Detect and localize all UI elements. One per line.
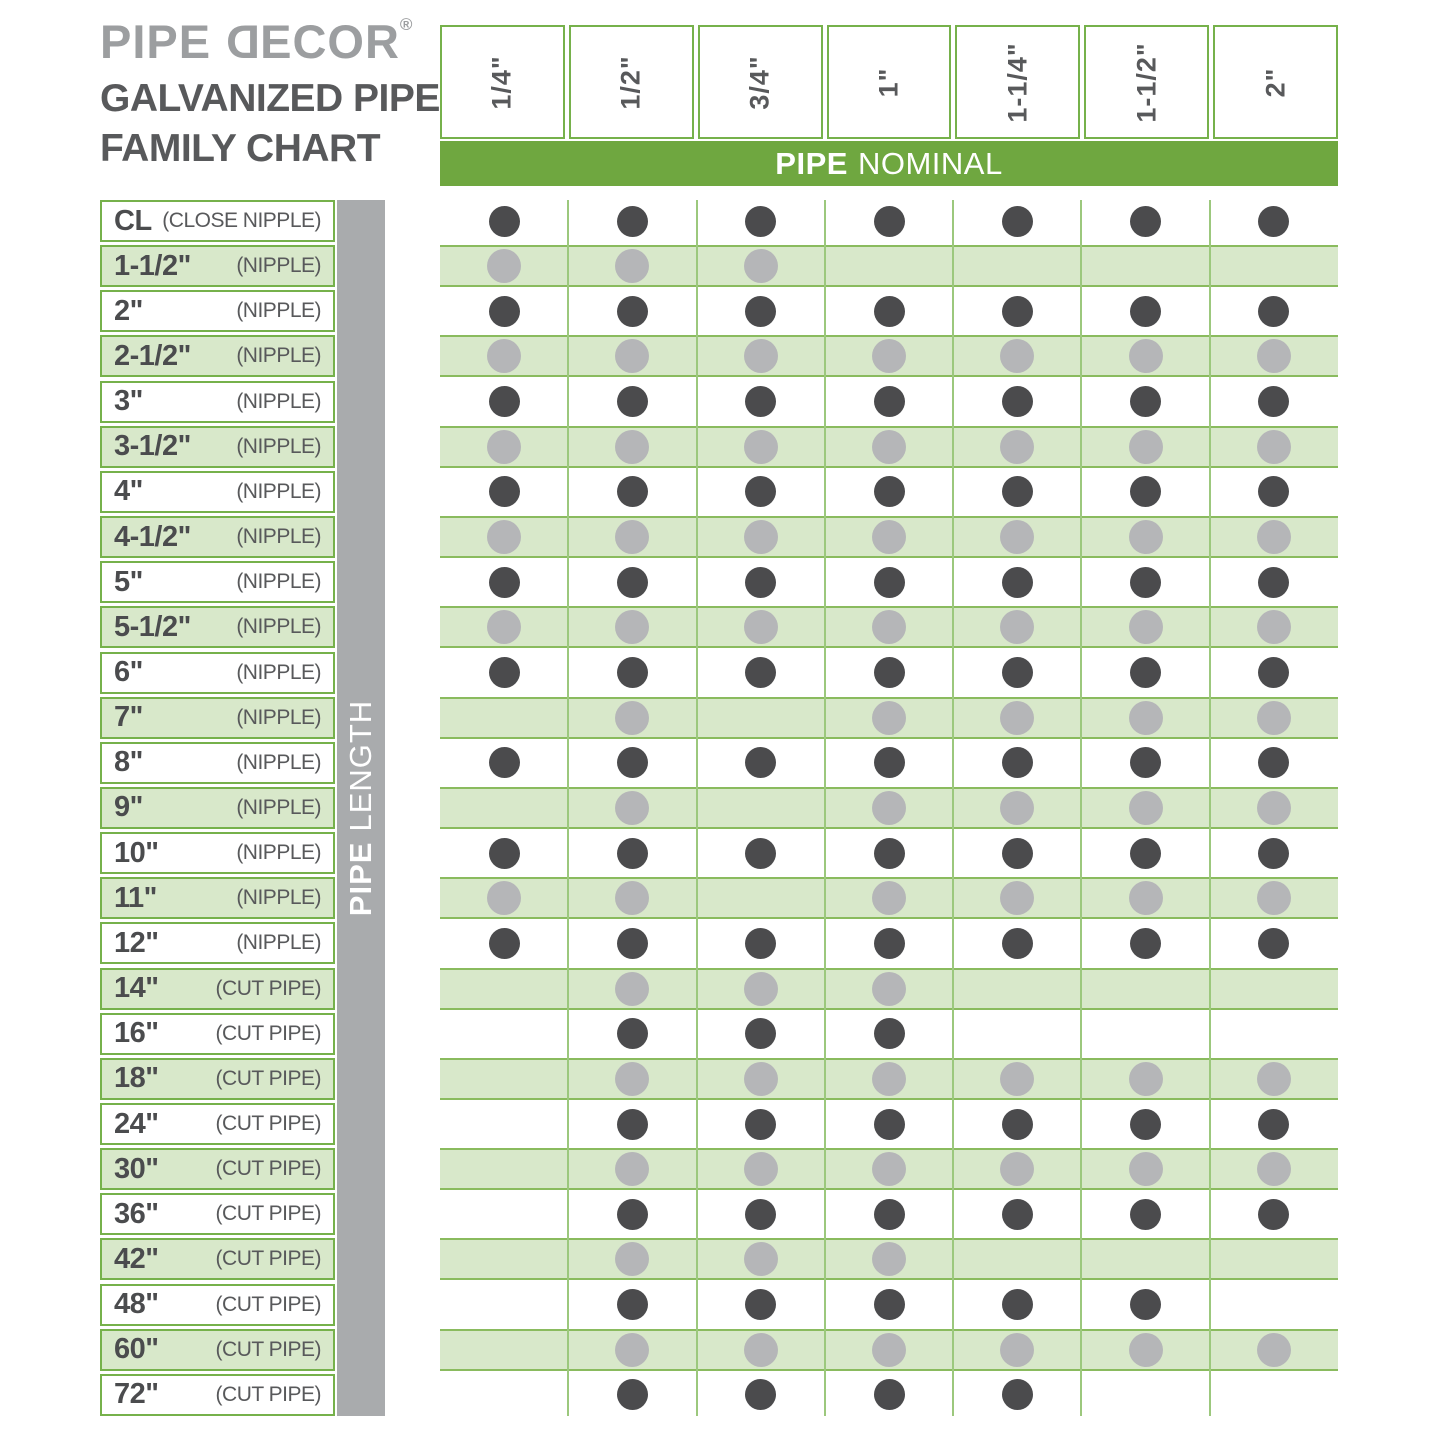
availability-dot (1002, 838, 1033, 869)
availability-dot (489, 296, 520, 327)
availability-dot (874, 838, 905, 869)
availability-dot (872, 881, 906, 915)
row-type-label: (NIPPLE) (236, 841, 321, 865)
row-type-label: (NIPPLE) (236, 931, 321, 955)
row-label (100, 1058, 335, 1100)
row-label (100, 877, 335, 919)
row-type-label: (CUT PIPE) (215, 1112, 321, 1135)
row-label (100, 968, 335, 1010)
row-label (100, 1238, 335, 1280)
row-size-label: 30" (114, 1152, 159, 1185)
availability-dot (874, 206, 905, 237)
availability-dot (1130, 206, 1161, 237)
availability-dot (1002, 1289, 1033, 1320)
row-type-label: (CUT PIPE) (215, 1066, 321, 1090)
availability-dot (745, 838, 776, 869)
availability-dot (874, 747, 905, 778)
row-type-label: (NIPPLE) (236, 886, 321, 910)
column-header (698, 25, 823, 139)
row-highlight-band (440, 245, 1338, 287)
row-type-label: (NIPPLE) (236, 660, 321, 684)
availability-dot (1258, 838, 1289, 869)
row-size-label: 14" (114, 972, 159, 1005)
row-type-label: (NIPPLE) (236, 389, 321, 413)
availability-dot (489, 476, 520, 507)
row-size-label: 6" (114, 656, 143, 688)
row-label (100, 1329, 335, 1371)
availability-dot (745, 476, 776, 507)
chart-title (100, 74, 440, 174)
availability-dot (872, 1062, 906, 1096)
brand-letter-d: D (225, 15, 261, 68)
row-type-label: (CUT PIPE) (215, 1247, 321, 1271)
row-size-label: 10" (114, 836, 159, 869)
row-label (100, 1103, 335, 1145)
registered-trademark-icon: ® (399, 15, 414, 34)
column-headers-row (440, 25, 1338, 139)
availability-dot (874, 1109, 905, 1140)
availability-dot (1130, 657, 1161, 688)
row-size-label: 2" (114, 294, 143, 327)
availability-dot (874, 476, 905, 507)
availability-dot (489, 567, 520, 598)
availability-dot (1002, 476, 1033, 507)
availability-dot (745, 1109, 776, 1140)
availability-dot (1258, 296, 1289, 327)
column-header-label: 1" (873, 67, 904, 97)
row-label (100, 426, 335, 468)
column-header (1084, 25, 1209, 139)
availability-dot (745, 1018, 776, 1049)
row-size-label: 3" (114, 385, 143, 418)
row-size-label: 5-1/2" (114, 610, 191, 643)
availability-dot (1257, 520, 1291, 554)
availability-dot (1258, 747, 1289, 778)
row-type-label: (NIPPLE) (236, 525, 321, 549)
row-label (100, 1013, 335, 1055)
pipe-length-axis-bar (337, 200, 385, 1416)
row-type-label: (NIPPLE) (236, 299, 321, 323)
row-label (100, 561, 335, 603)
availability-dot (617, 1109, 648, 1140)
availability-dot (1130, 1109, 1161, 1140)
chart-title-line2: FAMILY CHART (100, 126, 381, 170)
column-header (827, 25, 952, 139)
row-size-label: 7" (114, 701, 143, 734)
availability-dot (1258, 206, 1289, 237)
row-size-label: 48" (114, 1288, 159, 1321)
row-size-label: 4-1/2" (114, 520, 191, 553)
chart-title-line1: GALVANIZED PIPE (100, 77, 440, 120)
row-size-label: 36" (114, 1197, 159, 1230)
availability-dot (1000, 791, 1034, 825)
row-label (100, 1284, 335, 1326)
availability-dot (489, 838, 520, 869)
availability-dot (615, 701, 649, 735)
availability-dot (872, 1333, 906, 1367)
availability-dot (744, 610, 778, 644)
availability-dot (1258, 1109, 1289, 1140)
row-type-label: (NIPPLE) (236, 254, 321, 278)
row-label (100, 1193, 335, 1235)
column-divider (696, 200, 698, 1416)
availability-dot (1257, 1062, 1291, 1096)
availability-dot (617, 296, 648, 327)
row-size-label: CL (114, 204, 152, 237)
column-header-label: 1/2" (615, 54, 646, 110)
availability-dot (1257, 430, 1291, 464)
row-label (100, 1148, 335, 1190)
row-label (100, 606, 335, 648)
row-label (100, 832, 335, 874)
row-size-label: 16" (114, 1017, 159, 1050)
column-divider (567, 200, 569, 1416)
availability-dot (1129, 791, 1163, 825)
row-label (100, 471, 335, 513)
availability-dot (744, 520, 778, 554)
availability-dot (1002, 747, 1033, 778)
row-type-label: (CUT PIPE) (215, 1157, 321, 1181)
row-label (100, 922, 335, 964)
availability-dot (745, 296, 776, 327)
row-type-label: (NIPPLE) (236, 615, 321, 639)
availability-dot (744, 430, 778, 464)
availability-dot (615, 972, 649, 1006)
availability-dot (1129, 339, 1163, 373)
availability-dot (745, 1199, 776, 1230)
availability-dot (872, 791, 906, 825)
column-header (440, 25, 565, 139)
availability-dot (617, 206, 648, 237)
row-type-label: (CUT PIPE) (215, 1021, 321, 1045)
availability-dot (615, 430, 649, 464)
availability-dot (1129, 1333, 1163, 1367)
availability-dot (1002, 657, 1033, 688)
row-label (100, 381, 335, 423)
availability-dot (489, 747, 520, 778)
availability-dot (1002, 206, 1033, 237)
row-type-label: (NIPPLE) (236, 434, 321, 458)
availability-dot (745, 928, 776, 959)
row-size-label: 60" (114, 1333, 159, 1366)
availability-dot (874, 657, 905, 688)
availability-dot (1258, 567, 1289, 598)
pipe-nominal-label-bold: PIPE (775, 145, 848, 181)
availability-dot (1129, 430, 1163, 464)
availability-dot (617, 928, 648, 959)
availability-dot (744, 972, 778, 1006)
availability-dot (872, 520, 906, 554)
pipe-length-axis-label (343, 700, 379, 916)
row-label (100, 1374, 335, 1416)
availability-dot (1000, 701, 1034, 735)
availability-dot (1130, 838, 1161, 869)
column-header-label: 1-1/2" (1131, 41, 1162, 123)
availability-dot (745, 747, 776, 778)
availability-dot (617, 567, 648, 598)
availability-dot (615, 1333, 649, 1367)
row-type-label: (CUT PIPE) (215, 976, 321, 1000)
availability-dot (1130, 296, 1161, 327)
row-size-label: 72" (114, 1378, 159, 1411)
availability-dot (874, 1289, 905, 1320)
availability-dot (489, 657, 520, 688)
brand-name-suffix: ECOR (260, 15, 400, 68)
availability-dot (1258, 657, 1289, 688)
availability-dot (617, 1199, 648, 1230)
availability-dot (744, 1333, 778, 1367)
row-label (100, 516, 335, 558)
availability-dot (1002, 567, 1033, 598)
availability-dot (1258, 476, 1289, 507)
row-size-label: 5" (114, 565, 143, 598)
row-type-label: (CUT PIPE) (215, 1382, 321, 1406)
availability-dot (1257, 701, 1291, 735)
availability-dot (617, 1289, 648, 1320)
row-label (100, 200, 335, 242)
row-size-label: 24" (114, 1107, 159, 1140)
pipe-length-label-rest: LENGTH (343, 699, 378, 832)
column-header (955, 25, 1080, 139)
row-type-label: (NIPPLE) (236, 570, 321, 594)
row-type-label: (NIPPLE) (236, 795, 321, 819)
availability-dot (744, 1242, 778, 1276)
row-size-label: 9" (114, 791, 143, 824)
pipe-nominal-label-rest: NOMINAL (857, 145, 1003, 181)
column-header (569, 25, 694, 139)
availability-dot (617, 476, 648, 507)
availability-dot (1002, 386, 1033, 417)
row-type-label: (NIPPLE) (236, 705, 321, 729)
row-size-label: 8" (114, 746, 143, 779)
availability-dot (872, 1152, 906, 1186)
availability-dot (744, 339, 778, 373)
column-divider (824, 200, 826, 1416)
availability-dot (745, 206, 776, 237)
row-type-label: (CUT PIPE) (215, 1337, 321, 1361)
row-size-label: 42" (114, 1242, 159, 1275)
availability-dot (617, 657, 648, 688)
brand-name-prefix: PIPE (100, 15, 226, 68)
availability-dot (745, 1289, 776, 1320)
availability-dot (872, 430, 906, 464)
brand-logo (100, 14, 413, 69)
availability-dot (1257, 610, 1291, 644)
availability-dot (1000, 430, 1034, 464)
availability-dot (745, 567, 776, 598)
row-size-label: 4" (114, 475, 143, 508)
availability-dot (874, 1379, 905, 1410)
availability-dot (874, 386, 905, 417)
availability-dot (617, 386, 648, 417)
availability-dot (745, 657, 776, 688)
availability-dot (1130, 476, 1161, 507)
row-label (100, 697, 335, 739)
availability-dot (617, 838, 648, 869)
availability-dot (617, 1018, 648, 1049)
availability-dot (617, 1379, 648, 1410)
availability-dot (1129, 1062, 1163, 1096)
row-type-label: (CUT PIPE) (215, 1292, 321, 1316)
availability-dot (745, 386, 776, 417)
row-type-label: (NIPPLE) (236, 344, 321, 368)
availability-dot (745, 1379, 776, 1410)
availability-dot (744, 1152, 778, 1186)
availability-dot (1257, 1152, 1291, 1186)
availability-dot (1002, 1379, 1033, 1410)
availability-dot (872, 972, 906, 1006)
column-divider (1080, 200, 1082, 1416)
availability-dot (874, 296, 905, 327)
availability-dot (1258, 386, 1289, 417)
availability-dot (1130, 747, 1161, 778)
availability-dot (487, 520, 521, 554)
availability-dot (1257, 791, 1291, 825)
column-header (1213, 25, 1338, 139)
availability-dot (1130, 1199, 1161, 1230)
availability-dot (1129, 701, 1163, 735)
row-size-label: 2-1/2" (114, 339, 191, 372)
availability-dot (874, 928, 905, 959)
row-type-label: (CUT PIPE) (215, 1202, 321, 1226)
availability-dot (1129, 610, 1163, 644)
availability-dot (1130, 567, 1161, 598)
availability-dot (1002, 928, 1033, 959)
availability-dot (489, 206, 520, 237)
availability-dot (1257, 1333, 1291, 1367)
column-divider (1209, 200, 1211, 1416)
availability-dot (1257, 881, 1291, 915)
row-size-label: 11" (114, 881, 157, 914)
row-type-label: (NIPPLE) (236, 479, 321, 503)
availability-dot (1258, 1199, 1289, 1230)
availability-dot (1000, 1062, 1034, 1096)
availability-dot (874, 1199, 905, 1230)
availability-dot (617, 747, 648, 778)
availability-dot (1000, 1333, 1034, 1367)
row-label (100, 652, 335, 694)
availability-dot (1129, 520, 1163, 554)
column-header-label: 1/4" (486, 54, 517, 110)
availability-dot (1002, 1109, 1033, 1140)
pipe-nominal-axis-bar (440, 141, 1338, 186)
column-header-label: 2" (1260, 67, 1291, 97)
availability-dot (744, 1062, 778, 1096)
row-type-label: (CLOSE NIPPLE) (162, 209, 321, 232)
availability-dot (489, 386, 520, 417)
availability-dot (1130, 1289, 1161, 1320)
availability-dot (744, 249, 778, 283)
column-header-label: 1-1/4" (1002, 41, 1033, 123)
availability-dot (1258, 928, 1289, 959)
row-label (100, 787, 335, 829)
availability-dot (874, 567, 905, 598)
availability-dot (1002, 1199, 1033, 1230)
column-divider (952, 200, 954, 1416)
row-size-label: 1-1/2" (114, 249, 191, 282)
availability-dot (489, 928, 520, 959)
row-size-label: 3-1/2" (114, 430, 191, 463)
row-size-label: 12" (114, 926, 159, 959)
availability-dot (1129, 881, 1163, 915)
availability-dot (1129, 1152, 1163, 1186)
row-label (100, 335, 335, 377)
availability-dot (1002, 296, 1033, 327)
row-type-label: (NIPPLE) (236, 750, 321, 774)
availability-dot (874, 1018, 905, 1049)
pipe-length-label-bold: PIPE (343, 841, 378, 917)
row-label (100, 290, 335, 332)
row-label (100, 742, 335, 784)
row-size-label: 18" (114, 1062, 159, 1095)
availability-dot (872, 701, 906, 735)
availability-dot (1130, 386, 1161, 417)
availability-dot (1130, 928, 1161, 959)
row-label (100, 245, 335, 287)
column-header-label: 3/4" (744, 54, 775, 110)
availability-dot (487, 430, 521, 464)
